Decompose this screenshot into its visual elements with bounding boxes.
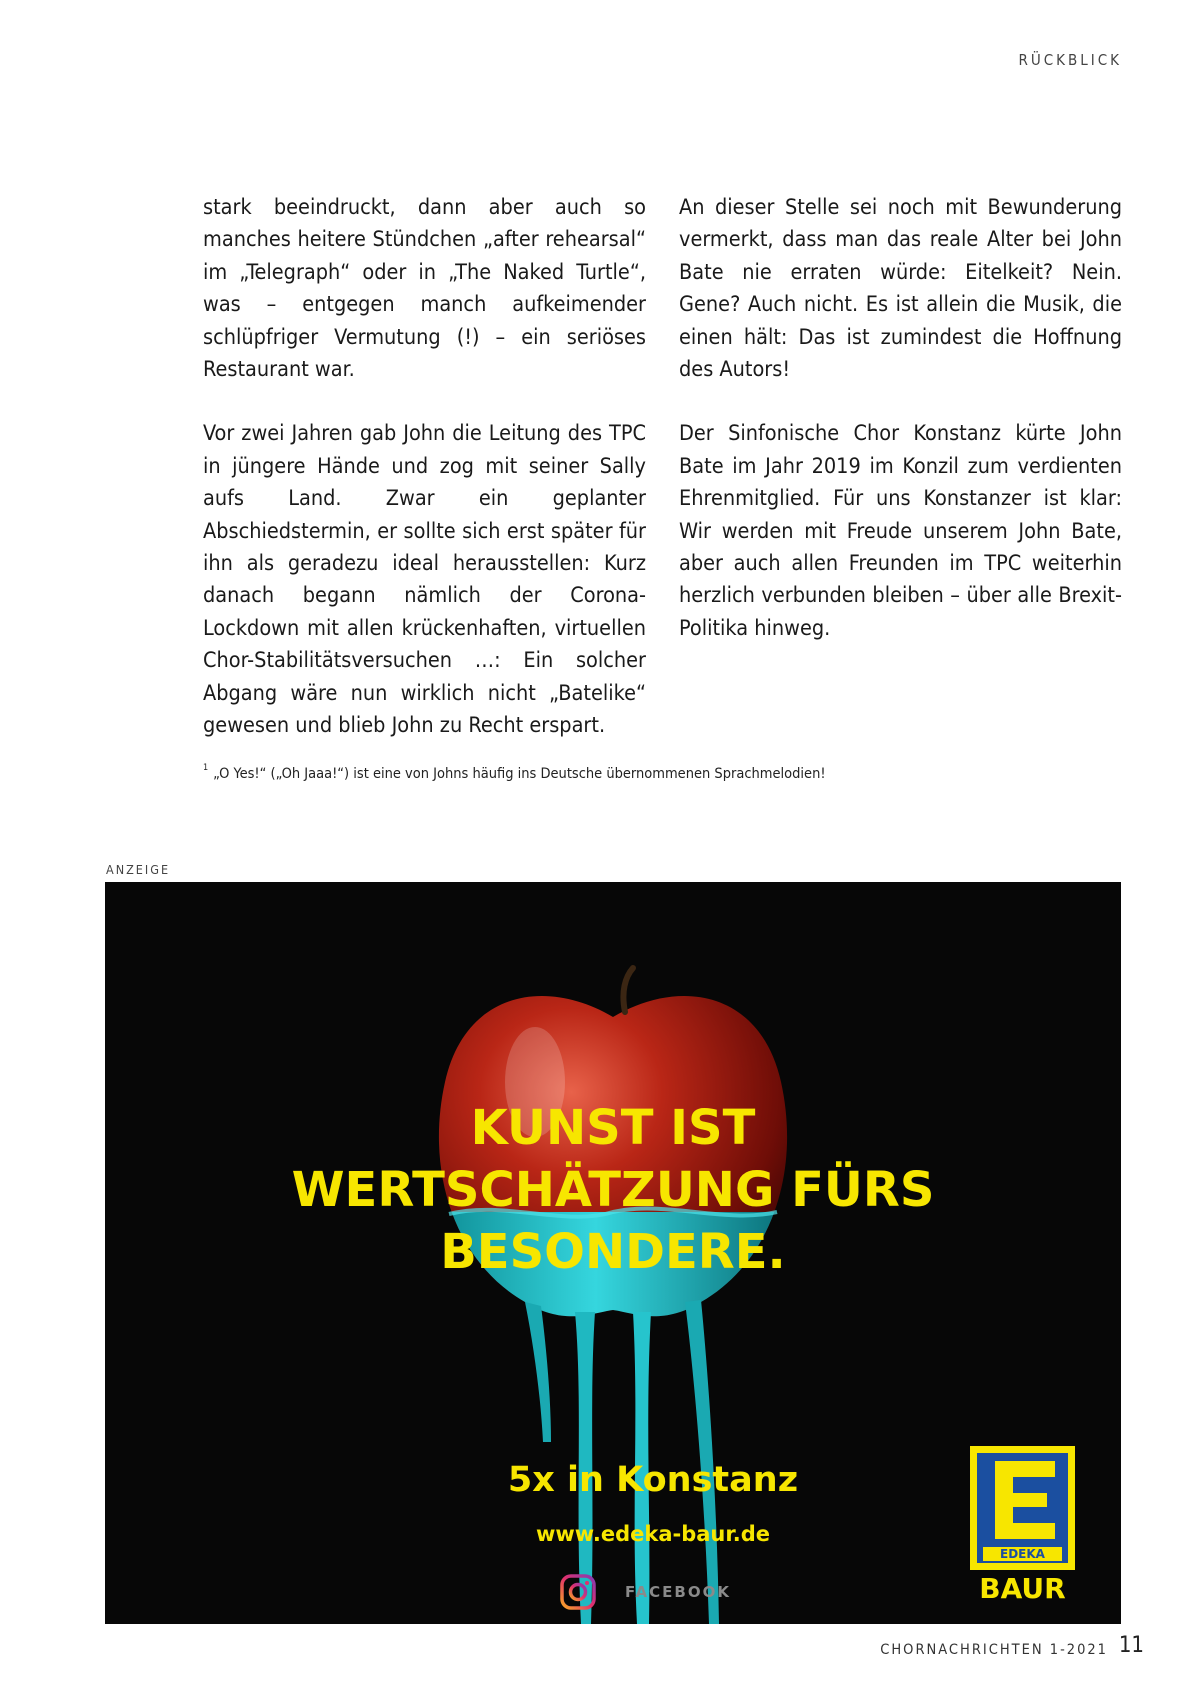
ad-headline [105, 1097, 1121, 1283]
advertisement[interactable] [105, 882, 1121, 1624]
facebook-link[interactable]: FACEBOOK [625, 1583, 731, 1601]
footnote [203, 763, 826, 782]
logo-edeka-text: EDEKA [983, 1547, 1062, 1561]
article-column-right [679, 192, 1122, 677]
logo-inner [977, 1453, 1068, 1563]
instagram-icon[interactable] [559, 1573, 597, 1611]
ad-label: ANZEIGE [106, 862, 171, 877]
edeka-logo [970, 1446, 1075, 1624]
magazine-title: CHORNACHRICHTEN 1-2021 [880, 1642, 1108, 1658]
paragraph: stark beeindruckt, dann aber auch so manches heitere Stündchen „after rehearsal“ im „Telegraph“ oder in „The Naked Turtle“, was – entgegen manch aufkeimender schlüpfriger Vermutung (!) – ein seriöses Restaurant war. [203, 195, 646, 383]
paragraph: Vor zwei Jahren gab John die Leitung des TPC in jüngere Hände und zog mit seiner Sally aufs Land. Zwar ein geplanter Abschiedstermin, er sollte sich erst später für ihn als geradezu ideal herausstellen: Kurz danach begann nämlich der Corona-Lockdown mit allen krückenhaften, virtuellen Chor-Stabilitätsversuchen …: Ein solcher Abgang wäre nun wirklich nicht „Batelike“ gewesen und blieb John zu Recht erspart. [203, 421, 646, 739]
footnote-text: „O Yes!“ („Oh Jaaa!“) ist eine von Johns häufig ins Deutsche übernommenen Sprachmelodien! [213, 766, 826, 782]
headline-line: WERTSCHÄTZUNG FÜRS [291, 1162, 935, 1218]
footnote-mark: 1 [203, 763, 209, 773]
headline-line: BESONDERE. [440, 1224, 786, 1280]
headline-line: KUNST IST [470, 1100, 756, 1156]
page-number: 11 [1118, 1633, 1144, 1658]
logo-baur-text: BAUR [979, 1572, 1066, 1605]
ad-locations: 5x in Konstanz [507, 1460, 799, 1500]
paragraph: An dieser Stelle sei noch mit Bewunderung vermerkt, dass man das reale Alter bei John Bate nie erraten würde: Eitelkeit? Nein. Gene? Auch nicht. Es ist allein die Musik, die einen hält: Das ist zumindest die Hoffnung des Autors! [679, 195, 1122, 383]
section-label: RÜCKBLICK [1018, 51, 1122, 69]
ad-url-link[interactable]: www.edeka-baur.de [536, 1522, 770, 1546]
article-column-left [203, 192, 646, 775]
paragraph: Der Sinfonische Chor Konstanz kürte John Bate im Jahr 2019 im Konzil zum verdienten Ehrenmitglied. Für uns Konstanzer ist klar: Wir werden mit Freude unserem John Bate, aber auch allen Freunden im TPC weiterhin herzlich verbunden bleiben – über alle Brexit-Politika hinweg. [679, 421, 1122, 641]
logo-frame [970, 1446, 1075, 1570]
